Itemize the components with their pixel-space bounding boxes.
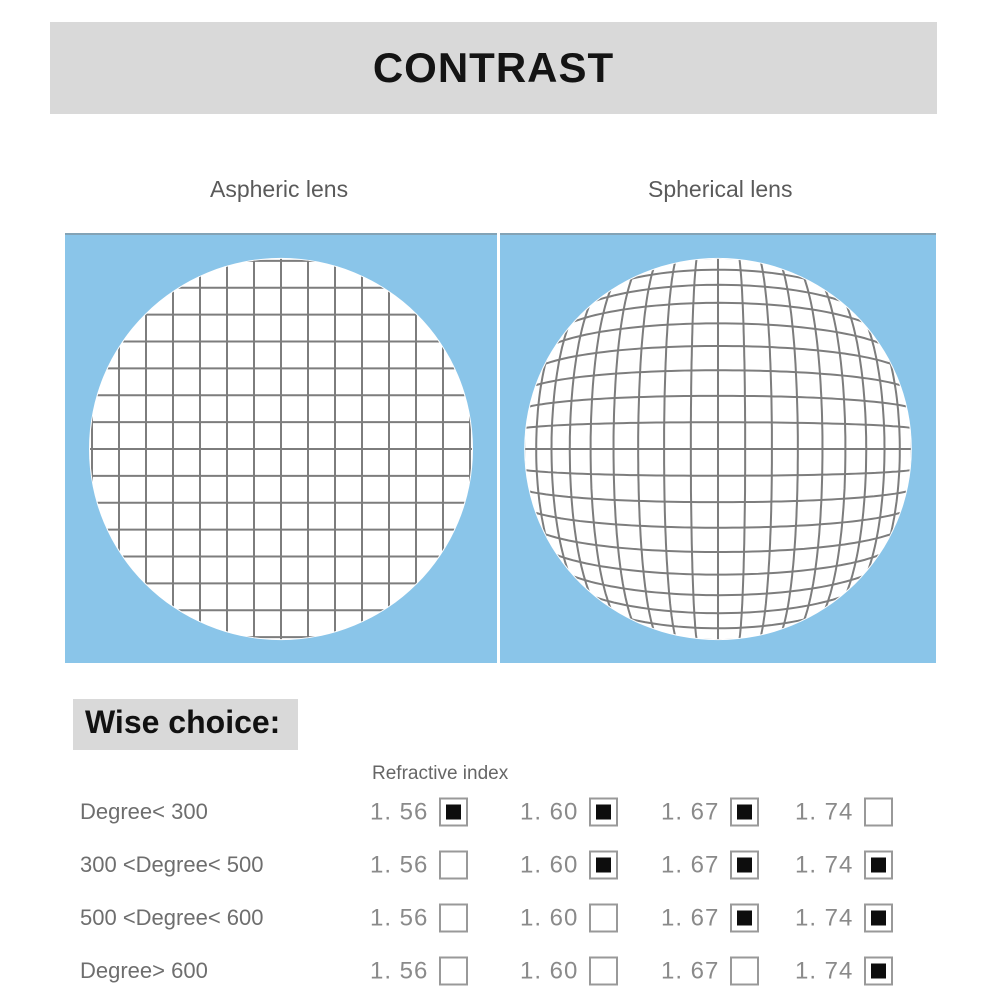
refractive-index-value: 1. 74 [795, 904, 854, 931]
check-fill-icon [596, 858, 611, 873]
check-fill-icon [737, 858, 752, 873]
refractive-index-value: 1. 60 [520, 851, 579, 878]
refractive-option [370, 904, 468, 933]
refractive-option [795, 851, 893, 880]
checkbox-checked[interactable] [864, 904, 893, 933]
refractive-index-value: 1. 56 [370, 904, 429, 931]
refractive-index-value: 1. 56 [370, 851, 429, 878]
check-fill-icon [871, 964, 886, 979]
aspheric-lens-grid [65, 235, 497, 663]
check-fill-icon [737, 911, 752, 926]
refractive-option [370, 957, 468, 986]
table-row [0, 892, 1000, 944]
checkbox-unchecked[interactable] [439, 957, 468, 986]
check-fill-icon [737, 805, 752, 820]
checkbox-checked[interactable] [730, 904, 759, 933]
refractive-option [661, 798, 759, 827]
refractive-index-value: 1. 60 [520, 904, 579, 931]
checkbox-unchecked[interactable] [439, 851, 468, 880]
refractive-option [520, 957, 618, 986]
header-bar [50, 22, 937, 114]
refractive-index-value: 1. 74 [795, 957, 854, 984]
checkbox-checked[interactable] [439, 798, 468, 827]
refractive-index-value: 1. 60 [520, 957, 579, 984]
refractive-option [661, 904, 759, 933]
refractive-option [520, 798, 618, 827]
degree-range-label: Degree> 600 [80, 958, 208, 983]
checkbox-unchecked[interactable] [864, 798, 893, 827]
wise-choice-heading: Wise choice: [73, 699, 298, 750]
refractive-index-value: 1. 67 [661, 957, 720, 984]
refractive-option [661, 851, 759, 880]
refractive-option [795, 957, 893, 986]
refractive-option [795, 904, 893, 933]
checkbox-checked[interactable] [730, 851, 759, 880]
check-fill-icon [871, 911, 886, 926]
checkbox-unchecked[interactable] [589, 904, 618, 933]
checkbox-checked[interactable] [589, 851, 618, 880]
degree-range-label: Degree< 300 [80, 799, 208, 824]
checkbox-checked[interactable] [730, 798, 759, 827]
refractive-index-value: 1. 67 [661, 851, 720, 878]
degree-range-label: 500 <Degree< 600 [80, 905, 264, 930]
refractive-option [795, 798, 893, 827]
refractive-index-value: 1. 56 [370, 957, 429, 984]
refractive-index-header: Refractive index [372, 763, 509, 784]
refractive-option [520, 851, 618, 880]
page-title: CONTRAST [372, 44, 615, 91]
degree-range-label: 300 <Degree< 500 [80, 852, 264, 877]
table-row [0, 945, 1000, 997]
table-row [0, 839, 1000, 891]
check-fill-icon [596, 805, 611, 820]
spherical-lens-grid [500, 235, 936, 663]
spherical-lens-label: Spherical lens [648, 176, 793, 202]
table-row [0, 786, 1000, 838]
refractive-index-value: 1. 74 [795, 851, 854, 878]
spherical-lens-panel [500, 233, 936, 663]
check-fill-icon [871, 858, 886, 873]
checkbox-unchecked[interactable] [589, 957, 618, 986]
checkbox-checked[interactable] [864, 957, 893, 986]
refractive-option [370, 798, 468, 827]
refractive-option [661, 957, 759, 986]
refractive-index-value: 1. 67 [661, 798, 720, 825]
checkbox-unchecked[interactable] [439, 904, 468, 933]
refractive-index-value: 1. 74 [795, 798, 854, 825]
refractive-index-value: 1. 67 [661, 904, 720, 931]
aspheric-lens-label: Aspheric lens [210, 176, 349, 202]
refractive-index-value: 1. 56 [370, 798, 429, 825]
refractive-index-value: 1. 60 [520, 798, 579, 825]
refractive-option [520, 904, 618, 933]
checkbox-checked[interactable] [864, 851, 893, 880]
check-fill-icon [446, 805, 461, 820]
refractive-option [370, 851, 468, 880]
checkbox-checked[interactable] [589, 798, 618, 827]
aspheric-lens-panel [65, 233, 497, 663]
checkbox-unchecked[interactable] [730, 957, 759, 986]
